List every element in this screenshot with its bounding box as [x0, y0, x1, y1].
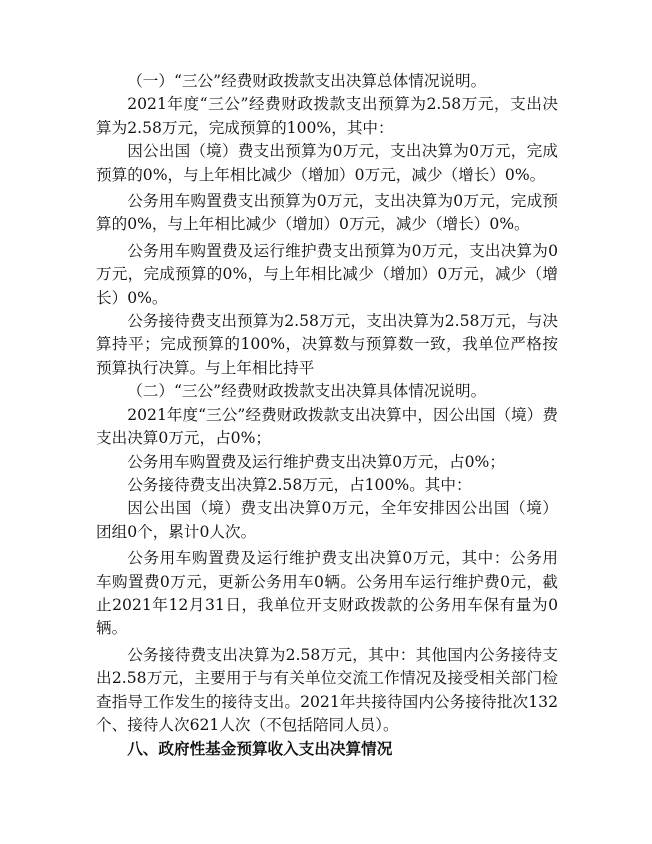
- paragraph-budget-total: 2021年度“三公”经费财政拨款支出预算为2.58万元，支出决算为2.58万元，完成预算的100%，其中：: [96, 95, 558, 137]
- paragraph-vehicle-purchase: 公务用车购置费支出预算为0万元，支出决算为0万元，完成预算的0%，与上年相比减少（增加）0万元，减少（增长）0%。: [96, 192, 558, 234]
- paragraph-vehicle-share: 公务用车购置费及运行维护费支出决算0万元，占0%；: [127, 452, 505, 471]
- document-body: [96, 70, 558, 761]
- paragraph-reception-share: 公务接待费支出决算2.58万元，占100%。其中：: [127, 475, 472, 494]
- section-heading-details: （二）“三公”经费财政拨款支出决算具体情况说明。: [127, 382, 487, 401]
- paragraph-vehicle-maintenance: 公务用车购置费及运行维护费支出预算为0万元，支出决算为0万元，完成预算的0%，与上年相比减少（增加）0万元，减少（增长）0%。: [96, 241, 558, 307]
- paragraph-reception-detail: 公务接待费支出决算为2.58万元，其中：其他国内公务接待支出2.58万元，主要用于与有关单位交流工作情况及接受相关部门检查指导工作发生的接待支出。2021年共接待国内公务接待批次132个、接待人次621人次（不包括陪同人员）。: [96, 645, 558, 734]
- section-heading-government-fund: 八、政府性基金预算收入支出决算情况: [127, 739, 393, 759]
- section-heading-overall: （一）“三公”经费财政拨款支出决算总体情况说明。: [127, 72, 487, 90]
- paragraph-overseas-detail: 因公出国（境）费支出决算0万元，全年安排因公出国（境）团组0个，累计0人次。: [96, 499, 558, 541]
- paragraph-reception-budget: 公务接待费支出预算为2.58万元，支出决算为2.58万元，与决算持平；完成预算的100%，决算数与预算数一致，我单位严格按预算执行决算。与上年相比持平: [96, 312, 558, 377]
- paragraph-overseas-share: 2021年度“三公”经费财政拨款支出决算中，因公出国（境）费支出决算0万元，占0%；: [96, 405, 558, 448]
- paragraph-overseas-travel: 因公出国（境）费支出预算为0万元，支出决算为0万元，完成预算的0%，与上年相比减少（增加）0万元，减少（增长）0%。: [96, 142, 558, 184]
- paragraph-vehicle-detail: 公务用车购置费及运行维护费支出决算0万元，其中：公务用车购置费0万元，更新公务用车0辆。公务用车运行维护费0元，截止2021年12月31日，我单位开支财政拨款的公务用车保有量为0辆。: [96, 549, 558, 638]
